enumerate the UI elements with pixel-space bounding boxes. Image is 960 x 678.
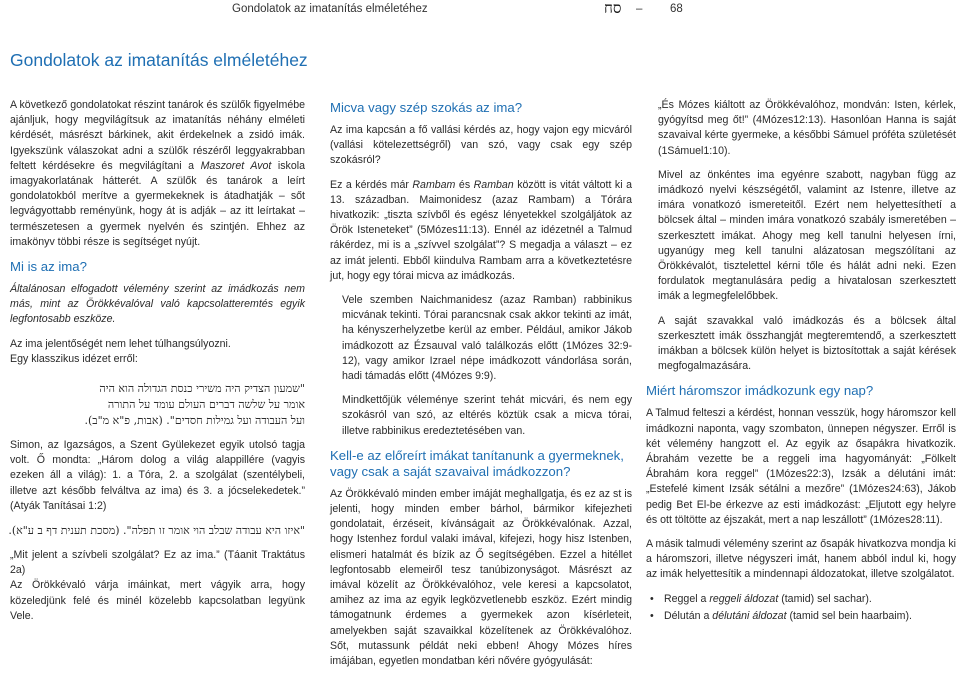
- column-2: [330, 98, 632, 678]
- importance-text: Az ima jelentőségét nem lehet túlhangsúlyozni.: [10, 337, 231, 350]
- definition-paragraph: [10, 282, 305, 328]
- page-title: Gondolatok az imatanítás elméletéhez: [10, 50, 308, 70]
- offerings-list: [646, 592, 956, 624]
- column-3: [646, 98, 956, 626]
- intro-paragraph: [10, 98, 305, 250]
- running-header: [0, 0, 960, 18]
- hebrew-line-1: "שמעון הצדיק היה משירי כנסת הגדולה הוא היה: [99, 382, 305, 396]
- three-times-paragraph: A Talmud felteszi a kérdést, honnan vesszük, hogy háromszor kell imádkozni naponta, vagy szombaton, ünnepen négyszer. Erről is két vélemény hangzott el. Az egyik az ősapákra hivatkozik. Ábrahám vezette be a reggeli ima hagyományát: „Fölkelt Ábrahám kora reggel” (1Mózes22:3), Izsák a délutáni imát: „Estefelé kiment Izsák sétálni a mezőre” (1Mózes24:63), Jákob pedig Bet El-be érkezve az esti imádkozást: „Eljutott egy helyre és ott töltötte az éjszakát, mert a nap leszállott” (1Mózes28:11).: [646, 407, 956, 526]
- both-prayers-paragraph: A saját szavakkal való imádkozás és a bölcsek által szerkesztett imák összhangját megteremtendő, a szerkesztett imákban a bölcsek külön helyet is biztosítottak a saját kérések megfogalmazására.: [658, 314, 956, 373]
- temple-paragraph: A másik talmudi vélemény szerint az ősapák hivatkozva mondja ki a háromszori, illetve négyszeri imát, hanem abból indul ki, hogy az imák helyettesítik a mindennapi áldozatokat, illetve szolgálatot.: [646, 538, 956, 581]
- list-item-term: délutáni áldozat: [712, 609, 787, 622]
- name-ramban: Ramban: [473, 178, 514, 191]
- custom-paragraph: Mindkettőjük véleménye szerint tehát micvári, és nem egy szokásról van szó, az eltérés köztük csak a micva tórai, illetve rabbinikus eredeztetésében van.: [342, 394, 632, 437]
- hebrew-taanit-line: "איזו היא עבודה שבלב הוי אומר זו תפלה". (מסכת תענית דף ב ע"א).: [8, 524, 305, 538]
- page-number: 68: [670, 3, 683, 15]
- quote-intro-text: Egy klasszikus idézet erről:: [10, 352, 138, 365]
- fixed-prayers-paragraph: Mivel az önkéntes ima egyénre szabott, nagyban függ az imádkozó nyelvi készségétől, valamint az Istenre, illetve az imára vonatkozó ismereteitől. Ezért nem helyettesíthetí a bölcsek által – minden imára vonatkozó szabály ismeretében – szerkesztett imákat. Ahogy meg kell tanulni helyesen írni, ugyanúgy meg kell tanulni alázatosan megszólítani az Örökkévalót, tisztelettel kérni tőle és hálát adni neki. Ezen fordulatok megtanulására pedig a hivatalosan szerkesztett imák a legmegfelelőbbek.: [658, 168, 956, 303]
- list-item-prefix: Reggel a: [664, 592, 710, 605]
- hebrew-line-3: ועל העבודה ועל גמילות חסדים". (אבות, פ"א מ"ב).: [84, 414, 305, 428]
- nachmanides-paragraph: Vele szemben Naichmanidesz (azaz Ramban) rabbinikus micvának tekinti. Tórai parancsnak csak akkor tekinti az imát, ha kényszerhelyzetbe kerül az ember. Például, amikor Jákob imádkozott az Ézsauval való találkozás előtt (1Mózes 32:9-12), vagy amikor Izrael népe imádkozott vándorlása során, hadi támadás előtt (4Mózes 9:9).: [342, 294, 632, 383]
- question-paragraph: Az ima kapcsán a fő vallási kérdés az, hogy vajon egy micváról (vallási kötelezettségről) van szó, vagy csak egy szép szokásról?: [330, 124, 632, 167]
- debate-paragraph: [330, 178, 632, 284]
- taanit-paragraph: „Mit jelent a szívbeli szolgálat? Ez az ima.” (Táanit Traktátus 2a): [10, 549, 305, 577]
- intro-school-name: Maszoret Avot: [200, 159, 272, 172]
- hebrew-quote-taanit: [10, 523, 305, 539]
- list-item-prefix: Délután a: [664, 609, 713, 622]
- debate-text-2: között is vitát váltott ki a 13. században. Maimonidesz (azaz Rambam) a Tórára hivatkozik: „tiszta szívből és egész lényetekkel szolgáljátok az Örök Isteneteket” (5Mózes11:13). Ennél az idézetnél a Talmud rákérdez, mi is a „szívvel szolgálat”? S megadja a választ – ez az imát jelenti. Ebből kiindulva Rambam arra a következtetésre jut, hogy egy tórai micva az imádkozás.: [330, 178, 632, 282]
- debate-and: és: [458, 178, 471, 191]
- list-item: [646, 592, 956, 607]
- intro-text-2: iskola imagyakorlatának hátterét. A szülők és tanárok a leírt gondolatokból merítve a gyermekeknek is átadhatják – sőt legvágyottabb reményünk, hogy át is adják – az itt leírtakat – természetesen a gyermek nyelvén és szintjén. Ehhez az imakönyv többi része is segítséget nyújt.: [10, 159, 305, 248]
- list-item-suffix: (tamid sel bein haarbaim).: [786, 609, 912, 622]
- simon-paragraph: Simon, az Igazságos, a Szent Gyülekezet egyik utolsó tagja volt. Ő mondta: „Három dolog a világ alappillére (vagyis ezeken áll a világ): 1. a Tóra, 2. a szolgálat (szentélybeli, illetve azt később felváltva az ima) és 3. a jócselekedetek.” (Atyák Tanításai 1:2): [10, 439, 305, 512]
- hebrew-line-2: אומר על שלשה דברים העולם עומד על התורה: [107, 398, 305, 412]
- name-rambam: Rambam: [412, 178, 456, 191]
- column-1: [10, 98, 305, 633]
- heading-what-is-prayer: Mi is az ima?: [10, 259, 87, 275]
- closing-paragraph: Az Örökkévaló várja imáinkat, mert vágyik arra, hogy közeledjünk felé és minél közelebb kapcsolatban legyünk Vele.: [10, 579, 305, 622]
- learn-paragraph: Az Örökkévaló minden ember imáját meghallgatja, és ez az st is jelenti, hogy minden ember bárhol, bármikor kifejezheti gondolatait, érzéseit, kívánságait az Örökkévalónak. Azzal, hogy Istenhez fordul valaki imával, kifejezi, hogy hisz Istenben, elismeri hatalmát és bízik az Ő segítségében. Ezzel a hitéllet legfontosabb elemeiről tesz tanúbizonyságot. Másrészt az imával közelít az Örökkévalóhoz, vele keresi a kapcsolatot, amihez az ima az egyik legközvetlenebb eszköz. Ezért mindig támogatnunk érdemes a gyermekek azon kísérleteit, amelyekben saját szavaikkal közelítenek az Örökkévalóhoz. Sőt, mutassunk példát neki ebben! Ahogy Mózes híres imájában, egyetlen mondatban kéri nővére gyógyulását:: [330, 487, 632, 668]
- intro-text-1: A következő gondolatokat részint tanárok és szülők figyelmébe ajánljuk, hogy megvilágítsuk az imatanítás néhány elméleti kérdését, másrészt bárkinek, akit érdekelnek a zsidó imák. Igyekszünk válaszokat adni a szülők részéről leggyakrabban feltett kérdésekre és megvilágítani a: [10, 99, 305, 172]
- list-item-suffix: (tamid) sel sachar).: [778, 592, 872, 605]
- page-number-dash: –: [636, 3, 643, 15]
- running-title: Gondolatok az imatanítás elméletéhez: [232, 3, 428, 15]
- heading-mitzvah-or-custom: Micva vagy szép szokás az ima?: [330, 100, 523, 115]
- moses-paragraph: „És Mózes kiáltott az Örökkévalóhoz, mondván: Isten, kérlek, gyógyítsd meg őt!” (4Mózes12:13). Hasonlóan Hanna is saját szavaival kérte gyermeke, a későbbi Sámuel próféta születését (1Sámuel1:10).: [658, 99, 956, 157]
- list-item: [646, 609, 956, 624]
- hebrew-quote-avot: [10, 381, 305, 429]
- heading-learned-prayers: Kell-e az előreírt imákat tanítanunk a gyermeknek, vagy csak a saját szavaival imádkozzon?: [330, 447, 624, 479]
- importance-paragraph: [10, 337, 305, 367]
- hebrew-page-number: סח: [604, 0, 622, 17]
- definition-text: Általánosan elfogadott vélemény szerint az imádkozás nem más, mint az Örökkévalóval való kapcsolatteremtés egyik legfontosabb eszköze.: [10, 283, 305, 326]
- list-item-term: reggeli áldozat: [709, 592, 779, 605]
- debate-text-1: Ez a kérdés már: [330, 178, 409, 191]
- heading-three-times: Miért háromszor imádkozunk egy nap?: [646, 383, 874, 399]
